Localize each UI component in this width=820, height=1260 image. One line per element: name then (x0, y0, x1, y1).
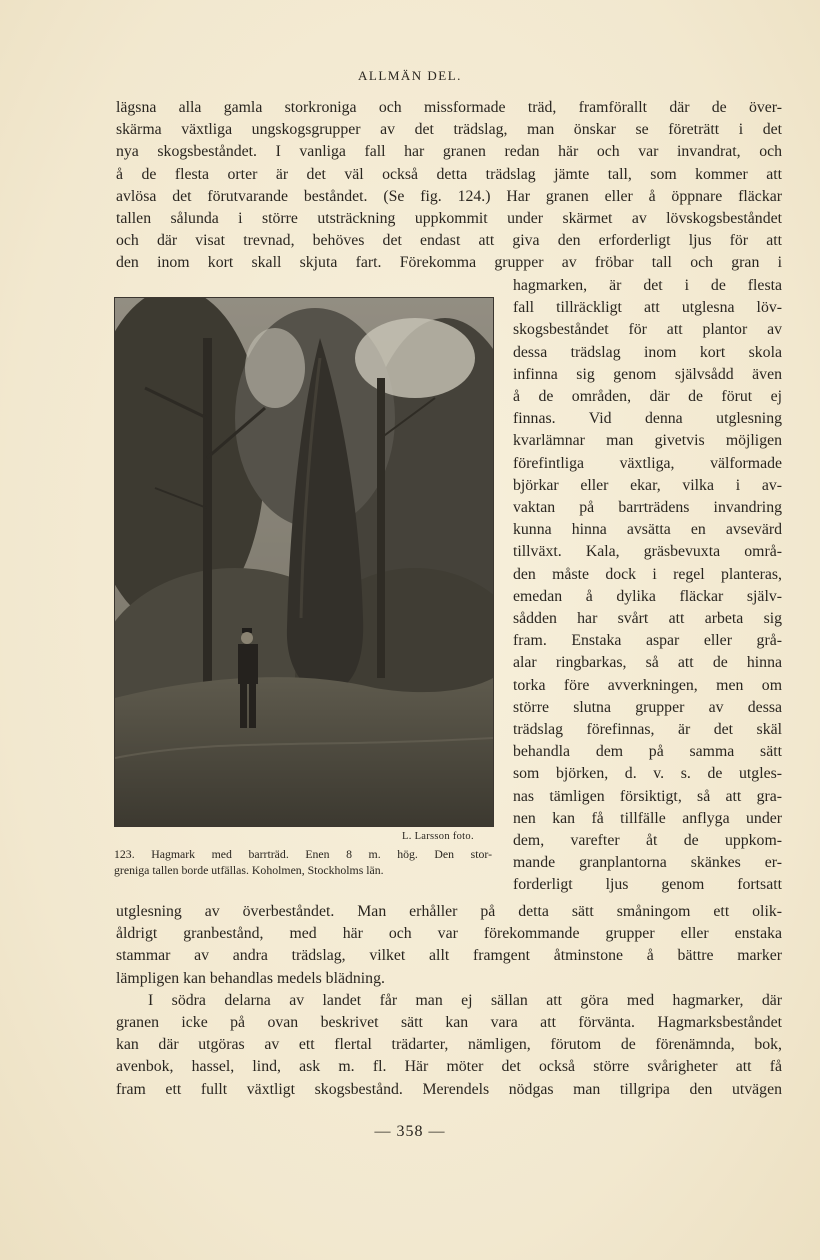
text-line: fram ett fullt växtligt skogsbestånd. Merendels nödgas man tillgripa den utvägen (116, 1080, 782, 1098)
text-line: behandla dem på samma sätt (513, 743, 782, 761)
text-line: emedan å dylika fläckar själv- (513, 587, 782, 605)
running-header: ALLMÄN DEL. (358, 68, 462, 83)
text-line: åldrigt granbestånd, med här och var förekommande grupper eller enstaka (116, 925, 782, 943)
text-line: I södra delarna av landet får man ej sällan att göra med hagmarker, där (148, 991, 782, 1009)
caption-line: 123. Hagmark med barrträd. Enen 8 m. hög. Den stor- (114, 847, 492, 861)
text-line: tillväxt. Kala, gräsbevuxta områ- (513, 543, 782, 561)
text-line: tallen sålunda i större utsträckning uppkommit under skärmet av lövskogsbeståndet (116, 210, 782, 228)
text-line: vaktan på barrträdens invandring (513, 499, 782, 517)
text-line: den inom kort skall skjuta fart. Förekomma grupper av fröbar tall och gran i (116, 254, 782, 272)
text-line: stammar av andra trädslag, vilket allt framgent åtminstone å bättre marker (116, 947, 782, 965)
page-number: — 358 — (374, 1123, 446, 1140)
text-line: å de områden, där de förut ej (513, 388, 782, 406)
text-line: torka före avverkningen, men om (513, 676, 782, 694)
text-line: som björken, d. v. s. de utgles- (513, 765, 782, 783)
text-line: fall tillräckligt att utglesna löv- (513, 299, 782, 317)
text-line: utglesning av överbeståndet. Man erhåller på detta sätt småningom ett olik- (116, 903, 782, 920)
text-line: avlösa det förutvarande beståndet. (Se fig. 124.) Har granen eller å öppnare fläckar (116, 187, 782, 205)
text-line: och där visat trevnad, behöves det endast att giva den erforderligt ljus för att (116, 232, 782, 250)
text-line: fram. Enstaka aspar eller grå- (513, 632, 782, 650)
text-line: skärma växtliga ungskogsgrupper av det trädslag, man önskar se företrätt i det (116, 121, 782, 139)
text-line: björkar eller ekar, vilka i av- (513, 476, 782, 494)
text-line: kvarlämnar man givetvis möjligen (513, 432, 782, 450)
text-line: dessa trädslag inom kort skola (513, 343, 782, 361)
text-line: nya skogsbeståndet. I vanliga fall har granen redan här och var invandrat, och (116, 143, 782, 161)
text-line: nas tämligen försiktigt, så att gra- (513, 787, 782, 805)
text-line: mande granplantorna skänkes er- (513, 854, 782, 872)
text-line: infinna sig genom självsådd även (513, 365, 782, 383)
caption-line: greniga tallen borde utfällas. Koholmen, Stockholms län. (114, 863, 384, 877)
body-text-bottom (116, 901, 782, 1101)
text-line: avenbok, hassel, lind, ask m. fl. Här möter det också större svårigheter att få (116, 1058, 782, 1076)
text-line: kunna hinna avsätta en avsevärd (513, 521, 782, 539)
text-line: hagmarken, är det i de flesta (513, 277, 782, 294)
text-line: förefintliga växtliga, välformade (513, 454, 782, 472)
text-line: den måste dock i regel planteras, (513, 565, 782, 583)
text-line: sådden har svårt att arbeta sig (513, 610, 782, 628)
text-line: forderligt ljus genom fortsatt (513, 876, 782, 894)
text-line: å de flesta orter är det väl också detta trädslag jämte tall, som kommer att (116, 165, 782, 183)
text-line: alar ringbarkas, så att de hinna (513, 654, 782, 672)
text-line: större slutna grupper av dessa (513, 698, 782, 716)
body-text-top (116, 97, 782, 275)
text-line: kan där utgöras av ett flertal trädarter, nämligen, förutom de förenämnda, bok, (116, 1036, 782, 1054)
photo-credit: L. Larsson foto. (402, 831, 474, 842)
figure-caption (114, 846, 492, 878)
text-line: granen icke på ovan beskrivet sätt kan vara att förvänta. Hagmarksbeståndet (116, 1014, 782, 1032)
text-line: dem, varefter åt de uppkom- (513, 832, 782, 850)
text-line: trädslag förefinnas, är det skäl (513, 721, 782, 739)
forest-photo-illustration (115, 298, 493, 826)
text-line: finnas. Vid denna utglesning (513, 410, 782, 428)
body-text-side-column (513, 275, 782, 897)
text-line: skogsbeståndet för att plantor av (513, 321, 782, 339)
text-line: lägsna alla gamla storkroniga och missformade träd, framförallt där de över- (116, 99, 782, 116)
text-line: lämpligen kan behandlas medels blädning. (116, 969, 385, 987)
text-line: nen kan få tillfälle anflyga under (513, 809, 782, 827)
figure-photograph (114, 297, 494, 827)
